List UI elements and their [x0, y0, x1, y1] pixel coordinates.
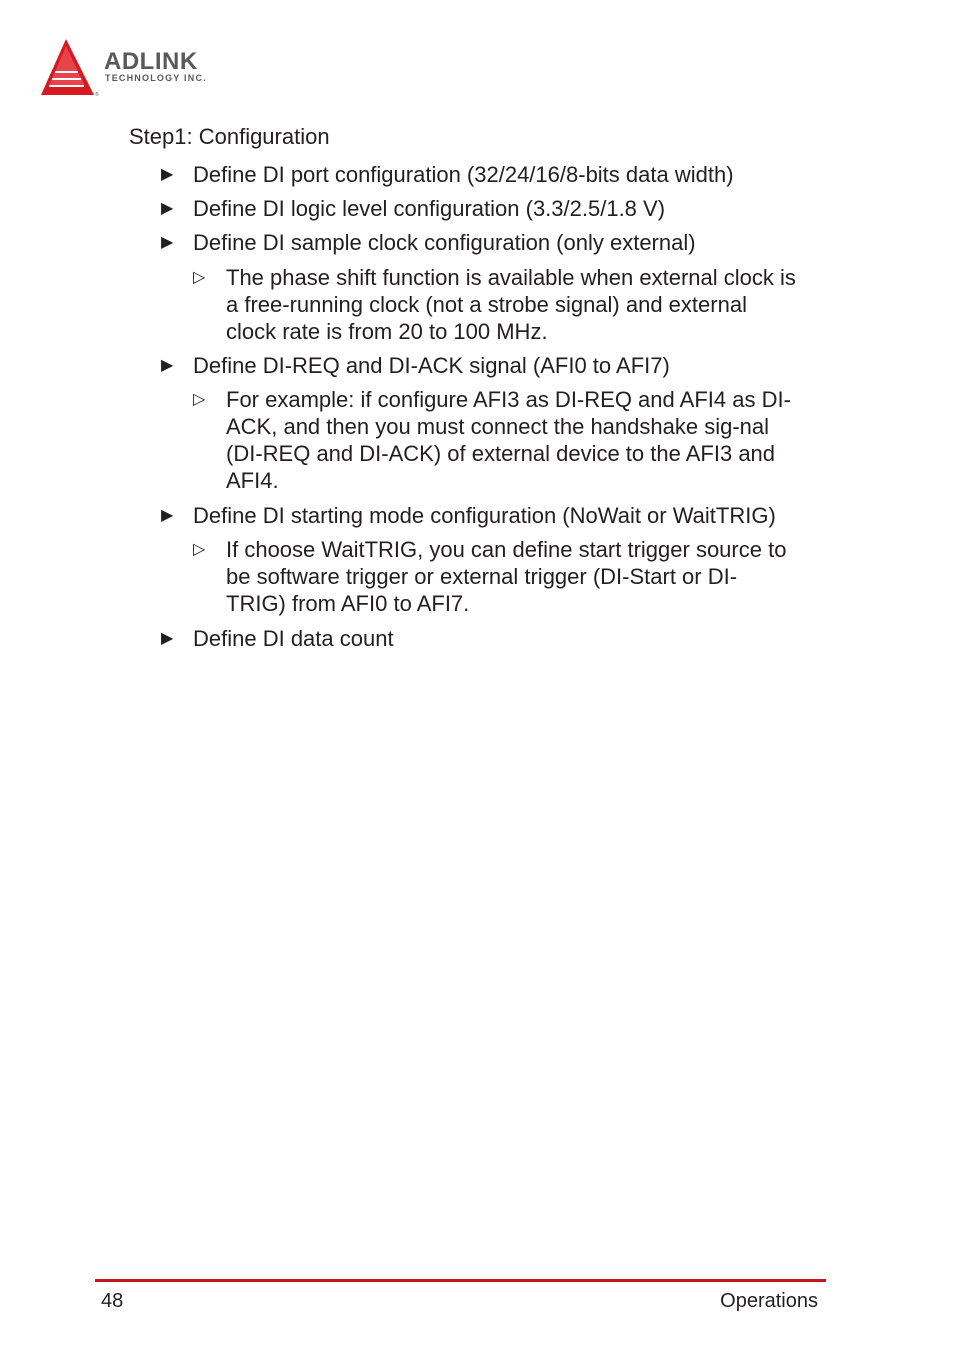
bullet-arrow-icon: ▶ — [161, 234, 174, 251]
adlink-logo — [38, 36, 238, 100]
bullet-arrow-icon: ▶ — [161, 507, 174, 524]
sub-list-item: ▷ The phase shift function is available when external clock is a free-running clock (not a strobe signal) and external clock rate is from 20 to 100 MHz. — [193, 265, 796, 344]
sub-list-item: ▷ If choose WaitTRIG, you can define start trigger source to be software trigger or external trigger (DI-Start or DI-TRIG) from AFI0 to AFI7. — [193, 537, 787, 616]
list-item: ▶ Define DI starting mode configuration (NoWait or WaitTRIG) — [161, 503, 776, 528]
triangle-logo-icon — [38, 36, 102, 100]
footer-divider — [95, 1279, 826, 1282]
brand-subtitle: TECHNOLOGY INC. — [105, 73, 207, 83]
sub-bullet-arrow-icon: ▷ — [193, 269, 206, 286]
footer-section-title: Operations — [720, 1290, 818, 1312]
sub-list-item: ▷ For example: if configure AFI3 as DI-REQ and AFI4 as DI-ACK, and then you must connect the handshake sig-nal (DI-REQ and DI-ACK) of external device to the AFI3 and AFI4. — [193, 387, 791, 493]
list-item: ▶ Define DI data count — [161, 626, 394, 651]
bullet-arrow-icon: ▶ — [161, 200, 174, 217]
list-item: ▶ Define DI logic level configuration (3.3/2.5/1.8 V) — [161, 196, 666, 221]
bullet-arrow-icon: ▶ — [161, 166, 174, 183]
brand-name: ADLINK — [104, 48, 198, 75]
list-item: ▶ Define DI-REQ and DI-ACK signal (AFI0 to AFI7) — [161, 353, 670, 378]
bullet-arrow-icon: ▶ — [161, 357, 174, 374]
sub-bullet-arrow-icon: ▷ — [193, 541, 206, 558]
bullet-arrow-icon: ▶ — [161, 630, 174, 647]
section-heading: Step1: Configuration — [129, 124, 330, 149]
sub-bullet-arrow-icon: ▷ — [193, 391, 206, 408]
list-item: ▶ Define DI sample clock configuration (only external) — [161, 230, 696, 255]
svg-text:®: ® — [95, 92, 99, 98]
page-number: 48 — [101, 1290, 124, 1312]
list-item: ▶ Define DI port configuration (32/24/16/8-bits data width) — [161, 162, 734, 187]
